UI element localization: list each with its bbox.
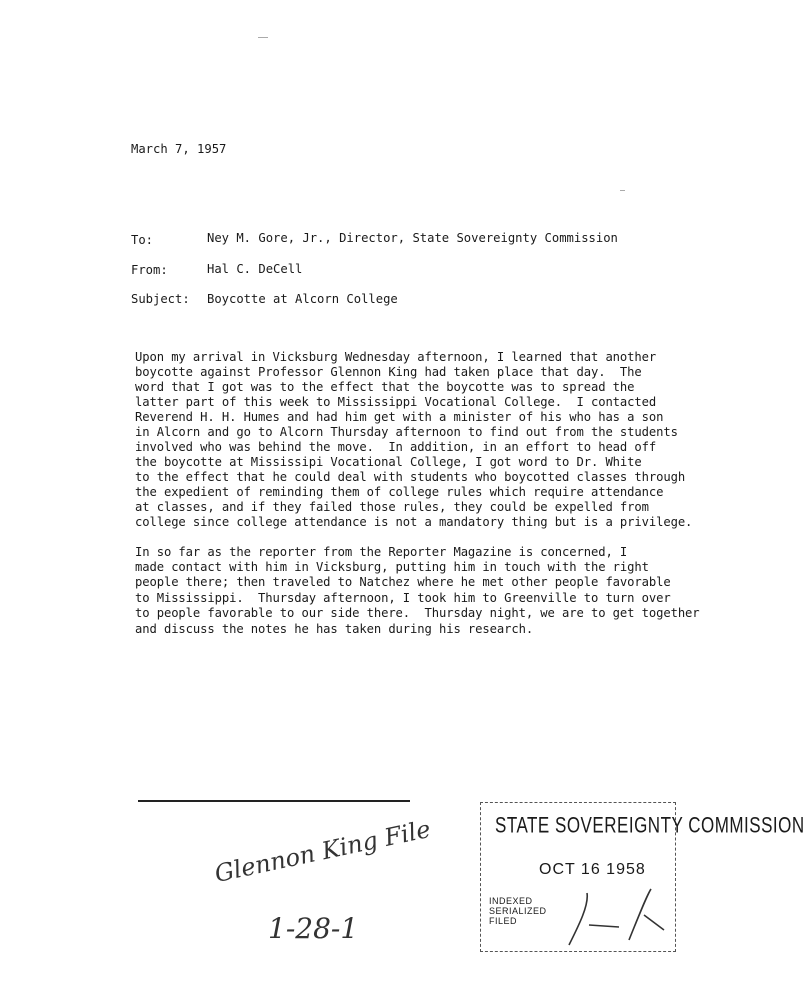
scan-mark (258, 37, 268, 38)
signature-line (138, 800, 410, 802)
text-line: made contact with him in Vicksburg, putting him in touch with the right (135, 560, 649, 574)
text-line: college since college attendance is not a mandatory thing but is a privilege. (135, 515, 693, 529)
text-line: latter part of this week to Mississippi Vocational College. I contacted (135, 395, 657, 409)
text-line: and discuss the notes he has taken during his research. (135, 622, 534, 636)
stamp-indexed: INDEXED (489, 896, 533, 906)
text-line: to people favorable to our side there. Thursday night, we are to get together (135, 606, 700, 620)
stamp-title: STATE SOVEREIGNTY COMMISSION (495, 813, 805, 838)
text-line: involved who was behind the move. In addition, in an effort to head off (135, 440, 657, 454)
from-label: From: (131, 263, 168, 277)
text-line: Reverend H. H. Humes and had him get with a minister of his who has a son (135, 410, 664, 424)
to-label: To: (131, 233, 154, 247)
stamp-date: OCT 16 1958 (539, 861, 646, 878)
text-line: Upon my arrival in Vicksburg Wednesday afternoon, I learned that another (135, 350, 657, 364)
received-stamp (480, 802, 805, 952)
to-value: Ney M. Gore, Jr., Director, State Sovereignty Commission (207, 231, 618, 245)
text-line: the boycotte at Mississipi Vocational College, I got word to Dr. White (135, 455, 642, 469)
text-line: word that I got was to the effect that the boycotte was to spread the (135, 380, 635, 394)
stamp-filed: FILED (489, 916, 518, 926)
from-value: Hal C. DeCell (207, 262, 303, 276)
handwritten-file-number: 1-28-1 (268, 912, 359, 945)
text-line: the expedient of reminding them of college rules which require attendance (135, 485, 664, 499)
memo-date: March 7, 1957 (131, 142, 227, 156)
scan-mark (620, 190, 625, 191)
handwritten-file-note: Glennon King File (212, 814, 433, 888)
text-line: people there; then traveled to Natchez where he met other people favorable (135, 575, 671, 589)
text-line: to the effect that he could deal with students who boycotted classes through (135, 470, 686, 484)
stamp-serialized: SERIALIZED (489, 906, 547, 916)
handwritten-initials-icon (559, 885, 669, 953)
text-line: In so far as the reporter from the Reporter Magazine is concerned, I (135, 545, 628, 559)
subject-value: Boycotte at Alcorn College (207, 292, 398, 306)
subject-label: Subject: (131, 292, 190, 306)
text-line: to Mississippi. Thursday afternoon, I took him to Greenville to turn over (135, 591, 671, 605)
text-line: at classes, and if they failed those rules, they could be expelled from (135, 500, 649, 514)
text-line: in Alcorn and go to Alcorn Thursday afternoon to find out from the students (135, 425, 678, 439)
text-line: boycotte against Professor Glennon King had taken place that day. The (135, 365, 642, 379)
